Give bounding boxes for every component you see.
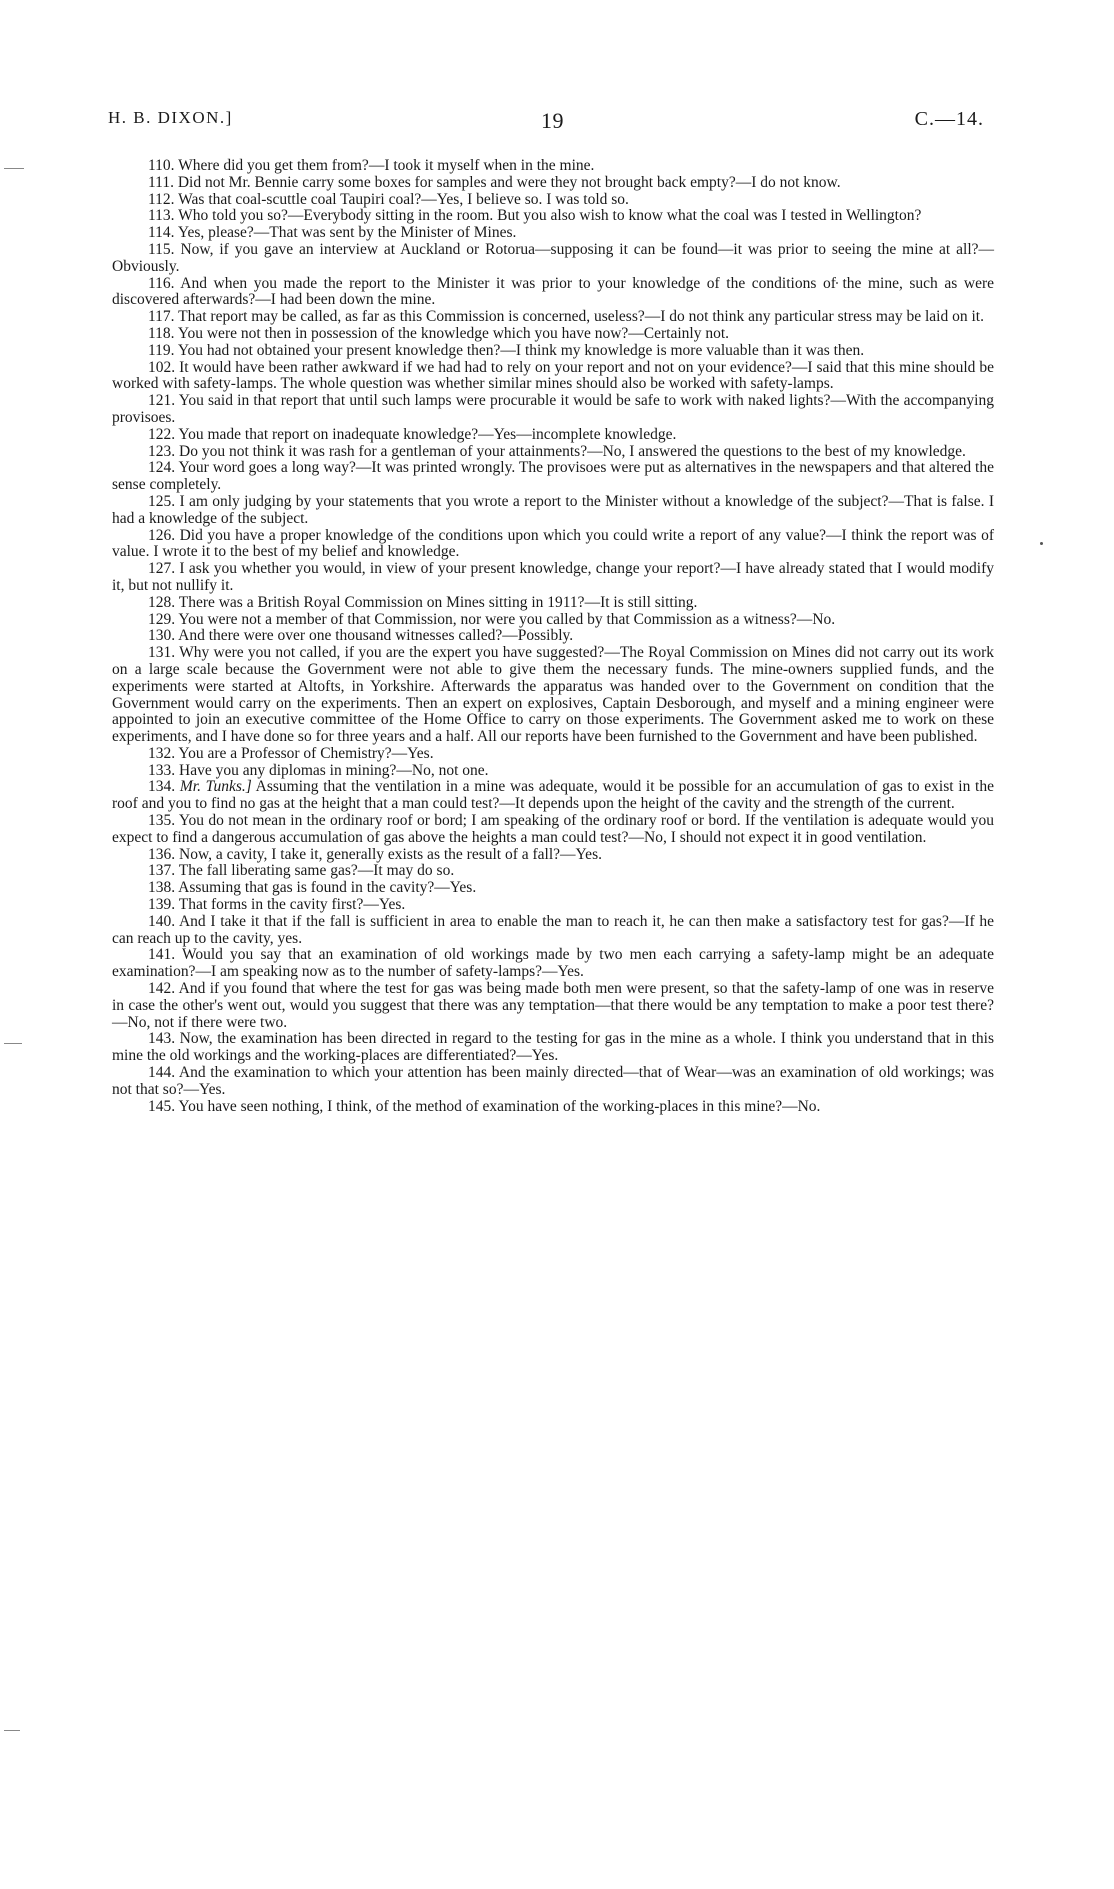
document-reference: C.—14. — [914, 108, 984, 130]
qa-paragraph: 110. Where did you get them from?—I took it myself when in the mine. — [148, 157, 595, 174]
qa-paragraph: 116. And when you made the report to the Minister it was prior to your knowledge of the conditions of the mine, such as were discovered afterwards?—I had been down the mine. — [112, 274, 994, 309]
qa-paragraph: 138. Assuming that gas is found in the cavity?—Yes. — [148, 879, 477, 897]
page-number: 19 — [541, 108, 564, 133]
speaker-name: Mr. Tunks.] — [179, 778, 252, 796]
qa-paragraph: 128. There was a British Royal Commission on Mines sitting in 1911?—It is still sitting. — [148, 593, 698, 611]
qa-paragraph: 132. You are a Professor of Chemistry?—Yes. — [148, 744, 434, 762]
qa-paragraph: 137. The fall liberating same gas?—It may do so. — [148, 862, 455, 880]
qa-paragraph: 121. You said in that report that until such lamps were procurable it would be safe to work with naked lights?—With the accompanying provisoes. — [112, 392, 994, 426]
margin-mark — [4, 1043, 22, 1044]
margin-mark — [4, 1730, 20, 1731]
margin-mark — [4, 168, 24, 169]
scan-speck — [1040, 542, 1043, 545]
qa-paragraph: 129. You were not a member of that Commission, nor were you called by that Commission as a witness?—No. — [148, 610, 836, 628]
qa-paragraph: 124. Your word goes a long way?—It was printed wrongly. The provisoes were put as alternatives in the newspapers and that altered the sense completely. — [112, 459, 994, 494]
testimony-body — [112, 158, 994, 1115]
question-text: Assuming that the ventilation in a mine was adequate, would it be possible for an accumulation of gas to exist in the roof and you to find no gas at the height that a man could test?—It depends upon the height of the cavity and the strength of the current. — [112, 778, 994, 813]
qa-paragraph: 117. That report may be called, as far as this Commission is concerned, useless?—I do not think any particular stress may be laid on it. — [148, 308, 984, 326]
qa-paragraph: 144. And the examination to which your attention has been mainly directed—that of Wear—was an examination of old workings; was not that so?—Yes. — [112, 1064, 994, 1098]
qa-paragraph: 126. Did you have a proper knowledge of the conditions upon which you could write a report of any value?—I think the report was of value. I wrote it to the best of my belief and knowledge. — [112, 526, 994, 561]
qa-paragraph: 131. Why were you not called, if you are the expert you have suggested?—The Royal Commission on Mines did not carry out its work on a large scale because the Government were not able to give them the necessary funds. The mine-owners supplied funds, and the experiments were started at Altofts, in Yorkshire. Afterwards the apparatus was handed over to the Government on condition that the Government would carry on the experiments. Then an expert on explosives, Captain Desborough, and myself and a mining engineer were appointed to join an executive committee of the Home Office to carry on those experiments. The Government asked me to work on these experiments, and I have done so for three years and a half. All our reports have been furnished to the Government and have been published. — [112, 644, 994, 746]
qa-paragraph: 122. You made that report on inadequate knowledge?—Yes—incomplete knowledge. — [148, 425, 677, 443]
qa-paragraph: 102. It would have been rather awkward if we had had to rely on your report and not on your evidence?—I said that this mine should be worked with safety-lamps. The whole question was whether similar mines should also be worked with safety-lamps. — [112, 358, 994, 393]
qa-paragraph: 127. I ask you whether you would, in view of your present knowledge, change your report?—I have already stated that I would modify it, but not nullify it. — [112, 560, 994, 594]
qa-paragraph: 115. Now, if you gave an interview at Auckland or Rotorua—supposing it can be found—it was prior to seeing the mine at all?—Obviously. — [112, 240, 994, 275]
qa-paragraph: 143. Now, the examination has been directed in regard to the testing for gas in the mine as a whole. I think you understand that in this mine the old workings and the working-places are differentiated?—Yes. — [112, 1030, 994, 1065]
qa-paragraph: 130. And there were over one thousand witnesses called?—Possibly. — [148, 627, 574, 645]
qa-paragraph: 125. I am only judging by your statements that you wrote a report to the Minister without a knowledge of the subject?—That is false. I had a knowledge of the subject. — [112, 492, 994, 527]
question-number: 134. — [148, 778, 180, 796]
qa-paragraph: 133. Have you any diplomas in mining?—No, not one. — [148, 761, 489, 779]
qa-paragraph: 140. And I take it that if the fall is sufficient in area to enable the man to reach it, he can then make a satisfactory test for gas?—If he can reach up to the cavity, yes. — [112, 912, 994, 947]
qa-paragraph: 139. That forms in the cavity first?—Yes. — [148, 896, 406, 914]
qa-paragraph: 112. Was that coal-scuttle coal Taupiri coal?—Yes, I believe so. I was told so. — [148, 190, 629, 208]
qa-paragraph: 145. You have seen nothing, I think, of the method of examination of the working-places in this mine?—No. — [148, 1097, 821, 1115]
qa-paragraph: 111. Did not Mr. Bennie carry some boxes for samples and were they not brought back empty?—I do not know. — [148, 173, 841, 191]
qa-paragraph: 119. You had not obtained your present knowledge then?—I think my knowledge is more valuable than it was then. — [148, 341, 865, 359]
qa-paragraph: 141. Would you say that an examination of old workings made by two men each carrying a safety-lamp might be an adequate examination?—I am speaking now as to the number of safety-lamps?—Yes. — [112, 946, 994, 981]
qa-paragraph: 123. Do you not think it was rash for a gentleman of your attainments?—No, I answered the questions to the best of my knowledge. — [148, 442, 966, 460]
running-head-author: H. B. DIXON.] — [108, 108, 233, 127]
qa-paragraph: 142. And if you found that where the test for gas was being made both men were present, so that the safety-lamp of one was in reserve in case the other's went out, would you suggest that there was any temptation—that there would be any temptation to make a poor test there?—No, not if there were two. — [112, 980, 994, 1031]
qa-paragraph: 113. Who told you so?—Everybody sitting in the room. But you also wish to know what the coal was I tested in Wellington? — [148, 207, 922, 225]
qa-paragraph-tunks — [112, 779, 994, 813]
qa-paragraph: 114. Yes, please?—That was sent by the Minister of Mines. — [148, 224, 517, 242]
qa-paragraph: 136. Now, a cavity, I take it, generally exists as the result of a fall?—Yes. — [148, 845, 602, 863]
qa-paragraph: 118. You were not then in possession of the knowledge which you have now?—Certainly not. — [148, 324, 730, 342]
qa-paragraph: 135. You do not mean in the ordinary roof or bord; I am speaking of the ordinary roof or bord. If the ventilation is adequate would you expect to find a dangerous accumulation of gas above the heights a man could test?—No, I should not expect it in good ventilation. — [112, 812, 994, 846]
